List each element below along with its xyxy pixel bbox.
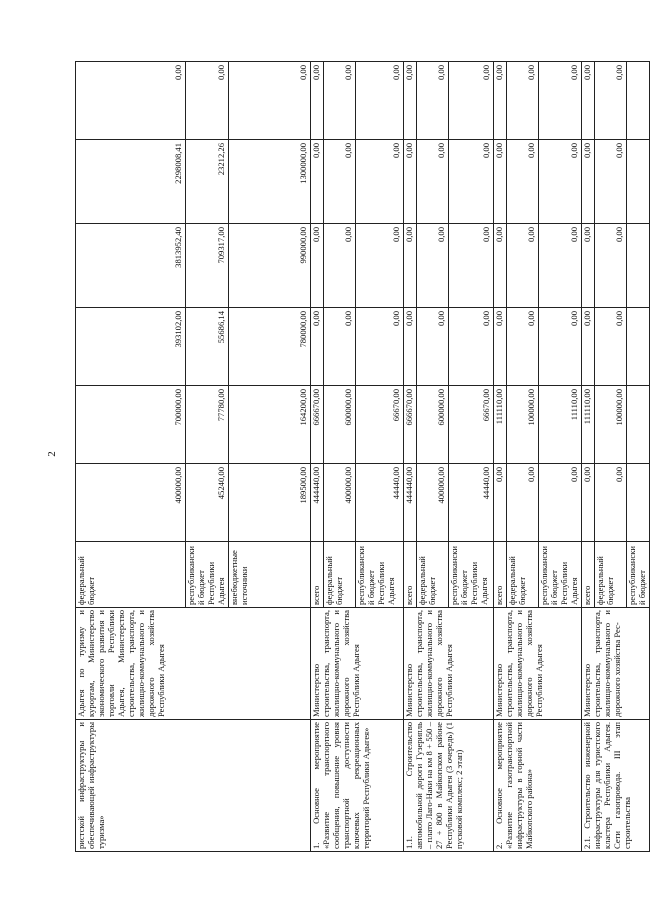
- value-cell: 1300000,00: [229, 140, 311, 224]
- measure-name-cell: 2. Основное мероприятие «Развитие газотранспортной инфраструктуры в горной части Майкопского района»: [493, 720, 581, 852]
- source-cell: всего: [311, 542, 324, 608]
- value-cell: 0,00: [538, 140, 581, 224]
- value-cell: 0,00: [311, 224, 324, 308]
- budget-table: [75, 61, 650, 852]
- value-cell: 100000,00: [506, 386, 538, 464]
- value-cell: 0,00: [581, 308, 594, 386]
- document-table-area: [75, 62, 647, 852]
- value-cell: 0,00: [594, 62, 626, 140]
- value-cell: 0,00: [538, 464, 581, 542]
- value-cell: 0,00: [323, 62, 355, 140]
- table-row: [76, 62, 186, 852]
- source-cell: республиканский бюджет: [626, 542, 649, 608]
- value-cell: 100000,00: [594, 386, 626, 464]
- value-cell: 400000,00: [323, 464, 355, 542]
- value-cell: 0,00: [311, 62, 324, 140]
- source-cell: республиканский бюджет Республики Адыгея: [186, 542, 229, 608]
- value-cell: 111110,00: [493, 386, 506, 464]
- value-cell: 0,00: [323, 308, 355, 386]
- value-cell: 444440,00: [403, 464, 416, 542]
- value-cell: 45240,00: [186, 464, 229, 542]
- table-row: [311, 62, 324, 852]
- source-cell: федеральный бюджет: [416, 542, 448, 608]
- value-cell: 0,00: [581, 62, 594, 140]
- table-row: [403, 62, 416, 852]
- measure-name-cell: 1.1. Строительство автомобильной дороги Гузерипль – плато Лаго-Наки на км 8 + 550 – 27 + 800 в Майкопском районе Республики Адыгея (3 очередь) (1 пусковой комплекс; 2 этап): [403, 720, 493, 852]
- value-cell: 0,00: [506, 308, 538, 386]
- value-cell: 0,00: [311, 140, 324, 224]
- source-cell: федеральный бюджет: [76, 542, 186, 608]
- value-cell: 66670,00: [448, 386, 493, 464]
- value-cell: 780000,00: [229, 308, 311, 386]
- value-cell: 3813952,40: [76, 224, 186, 308]
- value-cell: [626, 224, 649, 308]
- value-cell: 0,00: [493, 140, 506, 224]
- value-cell: 0,00: [538, 62, 581, 140]
- rotated-table-container: [75, 62, 647, 852]
- value-cell: 23212,26: [186, 140, 229, 224]
- source-cell: внебюджетные источники: [229, 542, 311, 608]
- value-cell: 400000,00: [416, 464, 448, 542]
- executor-cell: Министерство строительства, транспорта, жилищно-коммунального и дорожного хозяйства Республики Адыгея: [403, 608, 493, 720]
- value-cell: 111110,00: [581, 386, 594, 464]
- value-cell: 0,00: [448, 140, 493, 224]
- source-cell: республиканский бюджет Республики Адыгея: [448, 542, 493, 608]
- value-cell: 0,00: [403, 224, 416, 308]
- value-cell: 66670,00: [355, 386, 403, 464]
- value-cell: 666670,00: [311, 386, 324, 464]
- executor-cell: Адыгея по туризму и курортам, Министерство экономического развития и торговли Республики Адыгея, Министерство строительства, транспорта, жилищно-коммунального и дорожного хозяйства Республики Адыгея: [76, 608, 311, 720]
- value-cell: [626, 308, 649, 386]
- value-cell: [626, 140, 649, 224]
- value-cell: 0,00: [416, 224, 448, 308]
- value-cell: 0,00: [493, 308, 506, 386]
- executor-cell: Министерство строительства, транспорта, жилищно-коммунального и дорожного хозяйства Республики Адыгея: [493, 608, 581, 720]
- executor-cell: Министерство строительства, транспорта, жилищно-коммунального и дорожного хозяйства Рес-: [581, 608, 649, 720]
- value-cell: 0,00: [416, 308, 448, 386]
- measure-name-cell: ристской инфраструктуры и обеспечивающей инфраструктуры туризма»: [76, 720, 311, 852]
- value-cell: 0,00: [594, 140, 626, 224]
- value-cell: 0,00: [229, 62, 311, 140]
- value-cell: 0,00: [581, 464, 594, 542]
- value-cell: 189500,00: [229, 464, 311, 542]
- source-cell: всего: [403, 542, 416, 608]
- page-number: 2: [46, 451, 58, 457]
- value-cell: 0,00: [403, 62, 416, 140]
- value-cell: 0,00: [594, 224, 626, 308]
- value-cell: 990000,00: [229, 224, 311, 308]
- measure-name-cell: 2.1. Строительство инженерной инфраструктуры для туристского кластера Республики Адыгея. Сети газопровода. III этап строительства: [581, 720, 649, 852]
- value-cell: 0,00: [493, 224, 506, 308]
- value-cell: 0,00: [506, 62, 538, 140]
- value-cell: 0,00: [448, 224, 493, 308]
- value-cell: 0,00: [506, 224, 538, 308]
- value-cell: 0,00: [355, 224, 403, 308]
- value-cell: 0,00: [355, 62, 403, 140]
- value-cell: 0,00: [355, 140, 403, 224]
- value-cell: 55686,14: [186, 308, 229, 386]
- value-cell: 393102,00: [76, 308, 186, 386]
- value-cell: 0,00: [538, 308, 581, 386]
- value-cell: 0,00: [186, 62, 229, 140]
- value-cell: 0,00: [355, 308, 403, 386]
- value-cell: [626, 62, 649, 140]
- value-cell: 600000,00: [416, 386, 448, 464]
- value-cell: 600000,00: [323, 386, 355, 464]
- value-cell: 400000,00: [76, 464, 186, 542]
- value-cell: 700000,00: [76, 386, 186, 464]
- value-cell: 0,00: [403, 140, 416, 224]
- source-cell: всего: [581, 542, 594, 608]
- value-cell: 44440,00: [355, 464, 403, 542]
- value-cell: 0,00: [403, 308, 416, 386]
- value-cell: 0,00: [448, 308, 493, 386]
- value-cell: 0,00: [581, 224, 594, 308]
- value-cell: 0,00: [493, 62, 506, 140]
- value-cell: 0,00: [416, 140, 448, 224]
- value-cell: [626, 464, 649, 542]
- table-row: [581, 62, 594, 852]
- value-cell: 11110,00: [538, 386, 581, 464]
- value-cell: 0,00: [581, 140, 594, 224]
- value-cell: 0,00: [493, 464, 506, 542]
- value-cell: 0,00: [506, 464, 538, 542]
- source-cell: федеральный бюджет: [594, 542, 626, 608]
- source-cell: республиканский бюджет Республики Адыгея: [355, 542, 403, 608]
- executor-cell: Министерство строительства, транспорта, жилищно-коммунального и дорожного хозяйства Республики Адыгея: [311, 608, 404, 720]
- value-cell: 44440,00: [448, 464, 493, 542]
- value-cell: 77780,00: [186, 386, 229, 464]
- value-cell: 444440,00: [311, 464, 324, 542]
- source-cell: республиканский бюджет Республики Адыгея: [538, 542, 581, 608]
- value-cell: 0,00: [323, 140, 355, 224]
- source-cell: всего: [493, 542, 506, 608]
- source-cell: федеральный бюджет: [323, 542, 355, 608]
- value-cell: 666670,00: [403, 386, 416, 464]
- measure-name-cell: 1. Основное мероприятие «Развитие транспортного сообщения, повышение уровня транспортной доступности ключевых рекреационных территорий Республики Адыгея»: [311, 720, 404, 852]
- value-cell: 0,00: [76, 62, 186, 140]
- value-cell: 164200,00: [229, 386, 311, 464]
- source-cell: федеральный бюджет: [506, 542, 538, 608]
- value-cell: 0,00: [594, 464, 626, 542]
- table-row: [493, 62, 506, 852]
- value-cell: 0,00: [538, 224, 581, 308]
- value-cell: 0,00: [594, 308, 626, 386]
- value-cell: 0,00: [311, 308, 324, 386]
- value-cell: 2298008,41: [76, 140, 186, 224]
- value-cell: 0,00: [506, 140, 538, 224]
- value-cell: 0,00: [323, 224, 355, 308]
- value-cell: 709317,00: [186, 224, 229, 308]
- value-cell: [626, 386, 649, 464]
- value-cell: 0,00: [416, 62, 448, 140]
- value-cell: 0,00: [448, 62, 493, 140]
